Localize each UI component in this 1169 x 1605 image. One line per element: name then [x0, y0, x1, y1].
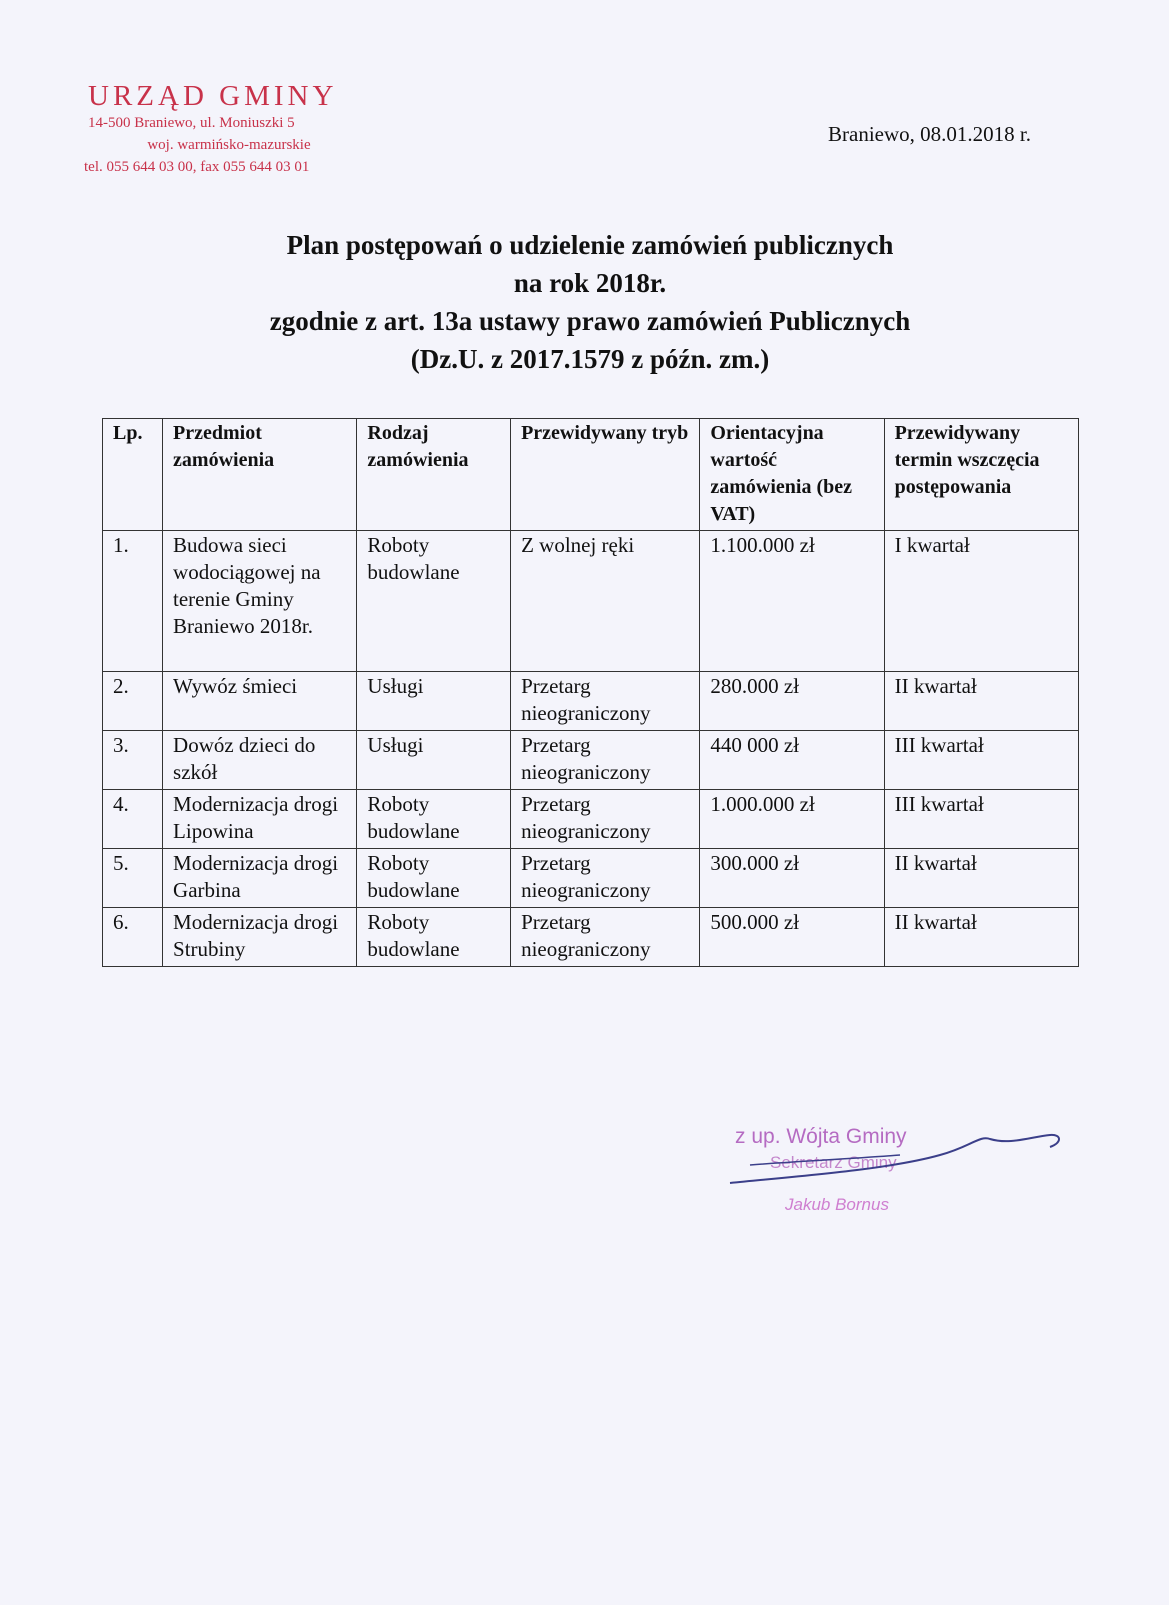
signature-block [690, 1125, 1090, 1235]
table-header-row [103, 419, 1079, 531]
cell-lp: 4. [103, 790, 163, 849]
cell-subject: Modernizacja drogi Lipowina [163, 790, 357, 849]
signature-role: Sekretarz Gminy [770, 1153, 897, 1172]
cell-value: 1.100.000 zł [700, 531, 884, 672]
title-line-2: na rok 2018r. [513, 268, 667, 298]
cell-mode: Przetarg nieograniczony [511, 672, 700, 731]
office-stamp [84, 80, 374, 178]
cell-term: III kwartał [884, 731, 1078, 790]
cell-term: II kwartał [884, 849, 1078, 908]
cell-type: Usługi [357, 672, 511, 731]
cell-value: 280.000 zł [700, 672, 884, 731]
title-line-1: Plan postępowań o udzielenie zamówień publicznych [286, 230, 894, 260]
cell-type: Usługi [357, 731, 511, 790]
table-row [103, 731, 1079, 790]
cell-subject: Modernizacja drogi Garbina [163, 849, 357, 908]
table-row [103, 849, 1079, 908]
cell-subject: Modernizacja drogi Strubiny [163, 908, 357, 967]
signature-name: Jakub Bornus [785, 1195, 889, 1214]
cell-subject: Budowa sieci wodociągowej na terenie Gminy Braniewo 2018r. [163, 531, 357, 672]
title-line-3: zgodnie z art. 13a ustawy prawo zamówień Publicznych [269, 306, 911, 336]
cell-lp: 5. [103, 849, 163, 908]
table-row [103, 672, 1079, 731]
cell-type: Roboty budowlane [357, 790, 511, 849]
cell-term: II kwartał [884, 908, 1078, 967]
cell-mode: Przetarg nieograniczony [511, 908, 700, 967]
office-address: 14-500 Braniewo, ul. Moniuszki 5 [88, 115, 295, 131]
cell-value: 1.000.000 zł [700, 790, 884, 849]
office-name: URZĄD GMINY [88, 80, 338, 112]
table-row [103, 531, 1079, 672]
procurement-plan-table [102, 418, 1079, 967]
header-subject: Przedmiot zamówienia [163, 419, 357, 531]
header-mode: Przewidywany tryb [511, 419, 700, 531]
cell-value: 440 000 zł [700, 731, 884, 790]
cell-term: I kwartał [884, 531, 1078, 672]
header-term: Przewidywany termin wszczęcia postępowania [884, 419, 1078, 531]
title-line-4: (Dz.U. z 2017.1579 z późn. zm.) [410, 344, 770, 374]
cell-subject: Wywóz śmieci [163, 672, 357, 731]
office-contact: tel. 055 644 03 00, fax 055 644 03 01 [84, 159, 310, 175]
cell-type: Roboty budowlane [357, 849, 511, 908]
cell-term: III kwartał [884, 790, 1078, 849]
document-title [120, 226, 1060, 378]
cell-value: 300.000 zł [700, 849, 884, 908]
cell-value: 500.000 zł [700, 908, 884, 967]
cell-lp: 3. [103, 731, 163, 790]
cell-mode: Z wolnej ręki [511, 531, 700, 672]
signature-authority: z up. Wójta Gminy [735, 1125, 907, 1148]
cell-type: Roboty budowlane [357, 908, 511, 967]
place-date: Braniewo, 08.01.2018 r. [828, 122, 1031, 146]
cell-lp: 1. [103, 531, 163, 672]
header-type: Rodzaj zamówienia [357, 419, 511, 531]
cell-mode: Przetarg nieograniczony [511, 849, 700, 908]
cell-term: II kwartał [884, 672, 1078, 731]
cell-mode: Przetarg nieograniczony [511, 731, 700, 790]
office-region: woj. warmińsko-mazurskie [147, 137, 311, 153]
cell-type: Roboty budowlane [357, 531, 511, 672]
cell-subject: Dowóz dzieci do szkół [163, 731, 357, 790]
table-row [103, 908, 1079, 967]
header-value: Orientacyjna wartość zamówienia (bez VAT) [700, 419, 884, 531]
handwritten-signature-icon [690, 1125, 1090, 1195]
cell-lp: 6. [103, 908, 163, 967]
cell-lp: 2. [103, 672, 163, 731]
cell-mode: Przetarg nieograniczony [511, 790, 700, 849]
table-row [103, 790, 1079, 849]
header-lp: Lp. [103, 419, 163, 531]
